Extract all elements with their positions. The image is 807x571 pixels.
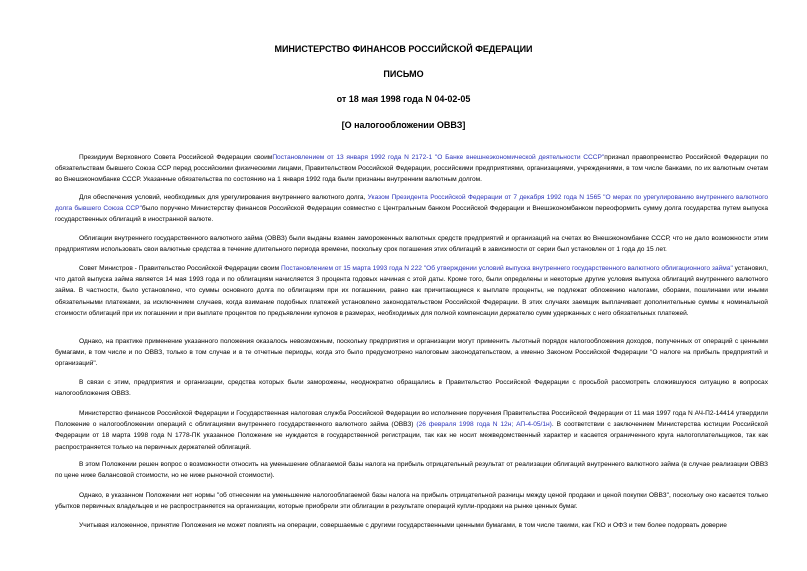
paragraph-text: установил, что датой выпуска займа является 14 мая 1993 года и по облигациям начисляется 3 процента годовых начиная с этой даты. Кроме того, были определены и некоторые другие условия выпуска облигаций внутреннего валютного займа. В частности, было установлено, что суммы основного долга по облигациям при их погашении, равно как причитающиеся к выплате проценты, не подлежат обложению налогами, сборами, пошлинами или иными обязательными платежами, за исключением случаев, когда взимание подобных платежей установлено законодательством Российской Федерации. В этих случаях заемщик выплачивает дополнительные суммы к номинальной стоимости облигаций при их погашении и при выплате процентов по предъявлении купонов в размерах, необходимых для полной компенсации держателю сумм удержанных с него обязательных платежей. <box>55 265 768 317</box>
paragraph-text: Учитывая изложенное, принятие Положения не может повлиять на операции, совершаемые с другими государственными ценными бумагами, в том числе такими, как ГКО и ОФЗ и тем более подорвать доверие <box>79 522 727 529</box>
paragraph-text: Облигации внутреннего государственного валютного займа (ОВВЗ) были выданы взамен замороженных валютных средств предприятий и организаций на счетах во Внешэкономбанке СССР, что не дало возможности этим предприятиям использовать свои валютные средства в течение длительного периода времени, поскольку срок погашения этих облигаций в зависимости от серии был установлен от 1 года до 15 лет. <box>55 235 768 254</box>
paragraph-text: В связи с этим, предприятия и организации, средства которых были заморожены, неоднократно обращались в Правительство Российской Федерации с просьбой рассмотреть сложившуюся ситуацию в вопросах налогообложения ОВВЗ. <box>55 379 768 398</box>
paragraph-5 <box>55 336 768 370</box>
paragraph-text: Президиум Верховного Совета Российской Федерации своим <box>79 154 273 161</box>
paragraph-6 <box>55 377 768 399</box>
paragraph-3 <box>55 233 768 255</box>
paragraph-text: В этом Положении решен вопрос о возможности относить на уменьшение облагаемой базы налога на прибыль отрицательный результат от реализации облигаций внутреннего валютного займа (в случае реализации ОВВЗ по цене ниже балансовой стоимости, но не ниже рыночной стоимости). <box>55 461 768 480</box>
paragraph-9 <box>55 490 768 512</box>
paragraph-7 <box>55 408 768 453</box>
paragraph-text: признал правопреемство Российской Федерации по обязательствам бывшего Союза ССР перед российскими физическими лицами, Правительством Российской Федерации, российскими предприятиями, организациями, учреждениями, в том числе банками, по их валютным счетам во Внешэкономбанке СССР. Указанные обязательства по состоянию на 1 января 1992 года были признаны внутренним валютным долгом. <box>55 154 768 184</box>
decree-link[interactable]: Постановлением от 13 января 1992 года N 2172-1 "О Банке внешнеэкономической деятельности СССР" <box>272 154 605 161</box>
paragraph-text: Министерство финансов Российской Федерации и Государственная налоговая служба Российской Федерации во исполнение поручения Правительства Российской Федерации от 11 мая 1997 года N АЧ-П2-14414 утвердили Положение о налогообложении операций с облигациями внутреннего государственного валютного займа (ОВВЗ) <box>55 410 768 429</box>
paragraph-4 <box>55 263 768 319</box>
paragraph-text: Для обеспечения условий, необходимых для урегулирования внутреннего валютного долга, <box>79 194 366 201</box>
paragraph-8 <box>55 459 768 481</box>
document-type: ПИСЬМО <box>383 69 424 79</box>
paragraph-2 <box>55 192 768 226</box>
paragraph-text: Однако, на практике применение указанного положения оказалось невозможным, поскольку предприятия и организации могут применить льготный порядок налогообложения доходов, полученных от операций с ценными бумагами, в том числе и по ОВВЗ, только в том случае и в те отчетные периоды, когда это было предусмотрено налоговым законодательством, а именно Законом Российской Федерации "О налоге на прибыль предприятий и организаций". <box>55 338 768 368</box>
paragraph-text: было поручено Министерству финансов Российской Федерации совместно с Центральным банком Российской Федерации и Внешэкономбанком переоформить сумму долга государства путем выпуска государственных облигаций в иностранной валюте. <box>55 205 769 224</box>
decree-link[interactable]: Указом Президента Российской Федерации от 7 декабря 1992 года N 1565 "О мерах по урегулированию внутреннего валютного долга бывшего Союза ССР" <box>55 194 768 213</box>
decree-link[interactable]: (26 февраля 1998 года N 12н; АП-4-05/1н) <box>416 421 552 429</box>
paragraph-text: . В соответствии с заключением Министерства юстиции Российской Федерации от 18 марта 1998 года N 1778-ПК указанное Положение не нуждается в государственной регистрации, так как не носит межведомственный характер и касается ограниченного круга налогоплательщиков, так как распространяется только на первичных держателей облигаций. <box>55 421 768 451</box>
ministry-heading: МИНИСТЕРСТВО ФИНАНСОВ РОССИЙСКОЙ ФЕДЕРАЦИИ <box>274 44 533 54</box>
paragraph-1 <box>55 152 768 186</box>
paragraph-text: Однако, в указанном Положении нет нормы "об отнесении на уменьшение налогооблагаемой базы налога на прибыль отрицательной разницы между ценой продажи и ценой покупки ОВВЗ", поскольку оно касается только убытков первичных владельцев и не распространяется на организации, которые приобрели эти облигации в результате операций купли-продажи на рынке ценных бумаг. <box>55 492 768 511</box>
decree-link[interactable]: Постановлением от 15 марта 1993 года N 222 "Об утверждении условий выпуска внутреннего государственного валютного облигационного займа" <box>280 265 733 272</box>
document-date-number: от 18 мая 1998 года N 04-02-05 <box>336 94 471 104</box>
document-subject: [О налогообложении ОВВЗ] <box>341 120 466 130</box>
paragraph-10 <box>55 520 768 531</box>
paragraph-text: Совет Министров - Правительство Российской Федерации своим <box>79 265 280 272</box>
